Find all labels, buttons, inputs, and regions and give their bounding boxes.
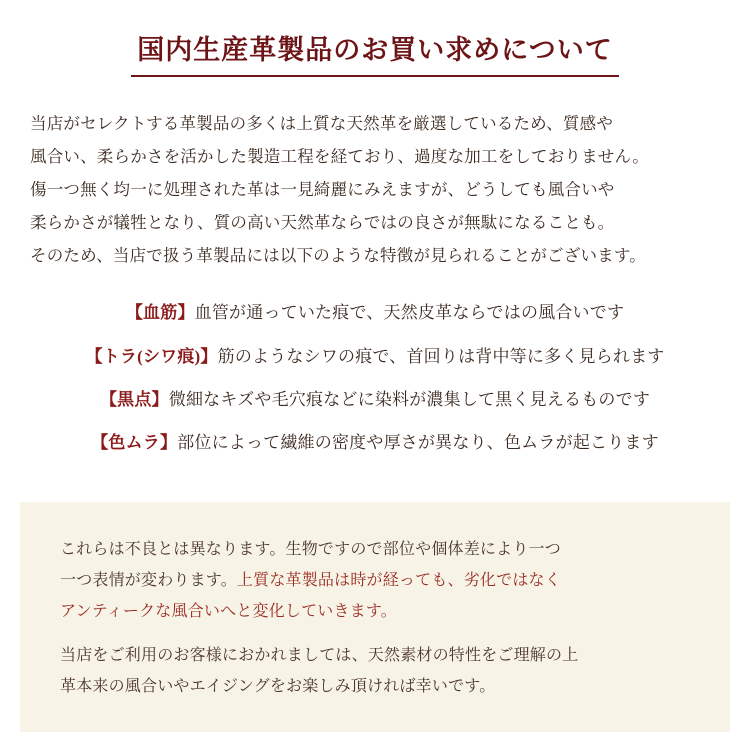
list-item: [0, 430, 750, 456]
intro-line: 柔らかさが犠牲となり、質の高い天然革ならではの良さが無駄になることも。: [30, 213, 615, 233]
feature-tag: 【トラ(シワ痕)】: [85, 346, 218, 366]
title-block: [0, 0, 750, 77]
intro-line: そのため、当店で扱う革製品には以下のような特徴が見られることがございます。: [30, 246, 646, 266]
intro-line: 当店がセレクトする革製品の多くは上質な天然革を厳選しているため、質感や: [30, 114, 614, 134]
note-box: [20, 502, 730, 732]
intro-line: 傷一つ無く均一に処理された革は一見綺麗にみえますが、どうしても風合いや: [30, 180, 615, 200]
note-line: [60, 596, 690, 627]
feature-tag: 【黒点】: [99, 390, 169, 410]
list-item: [0, 300, 750, 326]
feature-tag: 【色ムラ】: [91, 433, 178, 453]
note-line: 革本来の風合いやエイジングをお楽しみ頂ければ幸いです。: [60, 677, 496, 695]
list-item: [0, 387, 750, 413]
feature-text: 部位によって繊維の密度や厚さが異なり、色ムラが起こります: [177, 433, 659, 453]
note-line-accent: 劣化ではなく: [463, 572, 561, 590]
note-spacer: [60, 628, 690, 640]
note-line: これらは不良とは異なります。生物ですので部位や個体差により一つ: [60, 541, 561, 559]
note-line-accent: 上質な革製品は時が経っても、: [236, 572, 464, 590]
feature-tag: 【血筋】: [125, 303, 195, 323]
note-line: 当店をご利用のお客様におかれましては、天然素材の特性をご理解の上: [60, 646, 579, 664]
intro-paragraph: [30, 107, 720, 272]
note-line-plain: 一つ表情が変わります。: [60, 572, 237, 590]
feature-text: 血管が通っていた痕で、天然皮革ならではの風合いです: [194, 303, 625, 323]
note-line: [60, 565, 690, 596]
note-line-accent: アンティークな風合いへと変化していきます。: [60, 603, 398, 621]
list-item: [0, 344, 750, 370]
feature-text: 筋のようなシワの痕で、首回りは背中等に多く見られます: [217, 346, 665, 366]
feature-text: 微細なキズや毛穴痕などに染料が濃集して黒く見えるものです: [168, 390, 651, 410]
intro-line: 風合い、柔らかさを活かした製造工程を経ており、過度な加工をしておりません。: [30, 147, 649, 167]
feature-list: [0, 300, 750, 456]
page-title: 国内生産革製品のお買い求めについて: [131, 34, 618, 77]
